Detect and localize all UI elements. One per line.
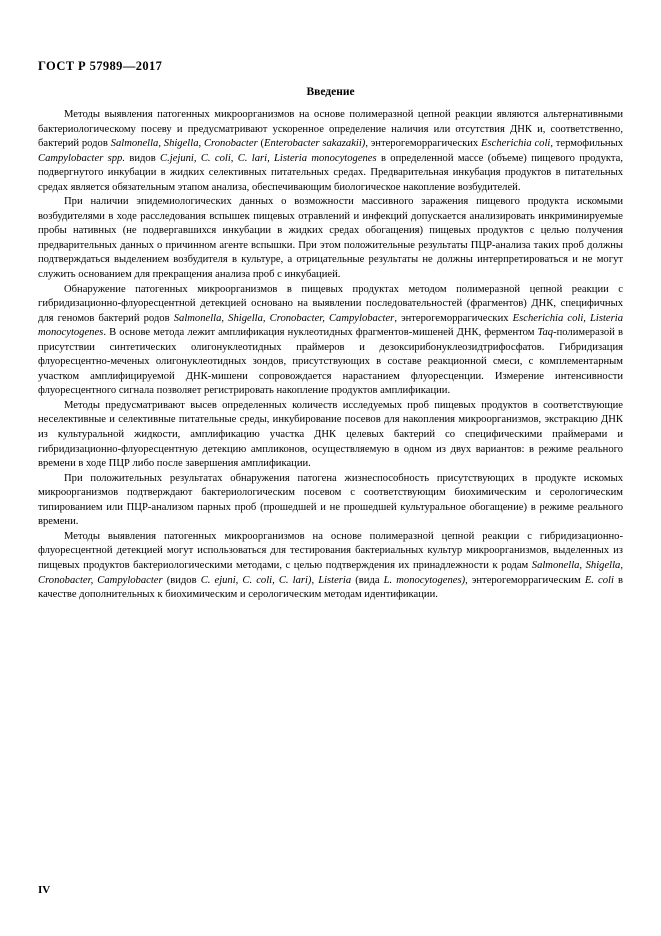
text-run: в определенной массе (объеме) пищевого продукта, подвергнутого инкубации в жидких селективных питательных средах. Предварительная инкубация продуктов в питательных средах является обязательным этапом анализа, обеспечивающим биологическое накопление возбудителей. (38, 152, 623, 193)
italic-term: Enterobacter sakazakii) (264, 138, 366, 150)
text-run: , термофильных (550, 138, 623, 150)
italic-term: Escherichia coli, Listeria monocytogenes (38, 312, 624, 339)
italic-term: Taq (537, 327, 554, 339)
paragraph (38, 399, 623, 472)
italic-term: Listeria (318, 574, 352, 586)
text-run: видов (125, 152, 161, 164)
text-run: Обнаружение патогенных микроорганизмов в пищевых продуктах методом полимеразной цепной реакции с гибридизационно-флуоресцентной детекцией основано на выявлении последовательностей (фрагментов) ДНК, специфичных для геномов бактерий родов (38, 283, 623, 324)
paragraph (38, 472, 623, 530)
text-run: Методы выявления патогенных микроорганизмов на основе полимеразной цепной реакции с гибридизационно-флуоресцентной детекцией могут использоваться для тестирования бактериальных культур микроорганизмов, выделенных из пищевых продуктов бактериологическими методами, с целью подтверждения их принадлежности к родам (38, 530, 623, 571)
italic-term: L. monocytogenes) (383, 574, 466, 586)
paragraph (38, 108, 623, 195)
italic-term: Salmonella, Shigella, Cronobacter, Campylobacter (173, 312, 395, 324)
italic-term: Campylobacter spp. (38, 152, 126, 164)
text-run: ( (257, 138, 265, 150)
italic-term: E. coli (584, 574, 614, 586)
text-run: , (311, 574, 319, 586)
paragraph (38, 283, 623, 399)
text-run: . В основе метода лежит амплификация нуклеотидных фрагментов-мишеней ДНК, ферментом (103, 327, 538, 339)
page-number: IV (38, 884, 51, 896)
text-run: Методы предусматривают высев определенных количеств исследуемых проб пищевых продуктов в соответствующие неселективные и селективные питательные среды, инкубирование посевов для накопления микроорганизмов, экстракцию ДНК из культуральной жидкости, амплификацию участка ДНК целевых бактерий со специфическими праймерами и гибридизационно-флуоресцентную детекцию ампликонов, осуществляемую в одном из двух вариантов: в режиме реального времени в ходе ПЦР либо после завершения амплификации. (38, 399, 623, 470)
italic-term: C.jejuni, C. coli, C. lari, Listeria monocytogenes (160, 152, 377, 164)
paragraph (38, 195, 623, 282)
text-run: При наличии эпидемиологических данных о возможности массивного заражения пищевого продукта искомыми возбудителями в ходе расследования вспышек пищевых отравлений и инфекций допускается анализировать инкриминируемые пробы нативных (не подвергавшихся инкубации в жидких средах обогащения) пищевых продуктов с целью получения предварительных данных о причинном агенте вспышки. При этом положительные результаты ПЦР-анализа таких проб должны подтверждаться выделением возбудителя в культуре, а отрицательные результаты не должны интерпретироваться и не могут служить основанием для прекращения анализа проб с инкубацией. (38, 196, 623, 281)
text-run: При положительных результатах обнаружения патогена жизнеспособность присутствующих в продукте искомых микроорганизмов подтверждают бактериологическим посевом с соответствующим биохимическим и серологическим типированием или ПЦР-анализом парных проб (прошедшей и не прошедшей культуральное обогащение) в режиме реального времени. (38, 472, 623, 528)
text-run: , энтерогеморрагических (365, 138, 482, 150)
text-run: , энтерогеморрагическим (465, 574, 585, 586)
paragraph (38, 530, 623, 603)
introduction-body (38, 108, 623, 603)
page-title: Введение (306, 86, 355, 98)
italic-term: Salmonella, Shigella, Cronobacter, Campylobacter (38, 559, 623, 586)
text-run: -полимеразой в присутствии синтетических олигонуклеотидных праймеров и дезоксирибонуклеозидтрифосфатов. Гибридизация флуоресцентно-меченых олигонуклеотидных зондов, присутствующих в составе реакционной смеси, с комплементарным участком амплифицируемой ДНК-мишени сопровождается нарастанием флуоресценции. Измерение интенсивности флуоресцентного сигнала позволяет регистрировать накопление продуктов амплификации. (38, 327, 623, 397)
text-run: , энтерогеморрагических (394, 312, 513, 324)
standard-number-header: ГОСТ Р 57989—2017 (38, 59, 163, 73)
text-run: (вида (351, 574, 384, 586)
italic-term: Escherichia coli (481, 138, 551, 150)
text-run: Методы выявления патогенных микроорганизмов на основе полимеразной цепной реакции являются альтернативными бактериологическому посеву и предусматривают ускоренное определение наличия или отсутствия ДНК и, соответственно, бактерий родов (38, 109, 623, 150)
italic-term: Salmonella, Shigella, Cronobacter (110, 138, 258, 150)
text-run: в качестве дополнительных к биохимическим и серологическим методам идентификации. (38, 574, 623, 601)
italic-term: C. ejuni, C. coli, C. lari) (200, 574, 312, 586)
text-run: (видов (162, 574, 201, 586)
